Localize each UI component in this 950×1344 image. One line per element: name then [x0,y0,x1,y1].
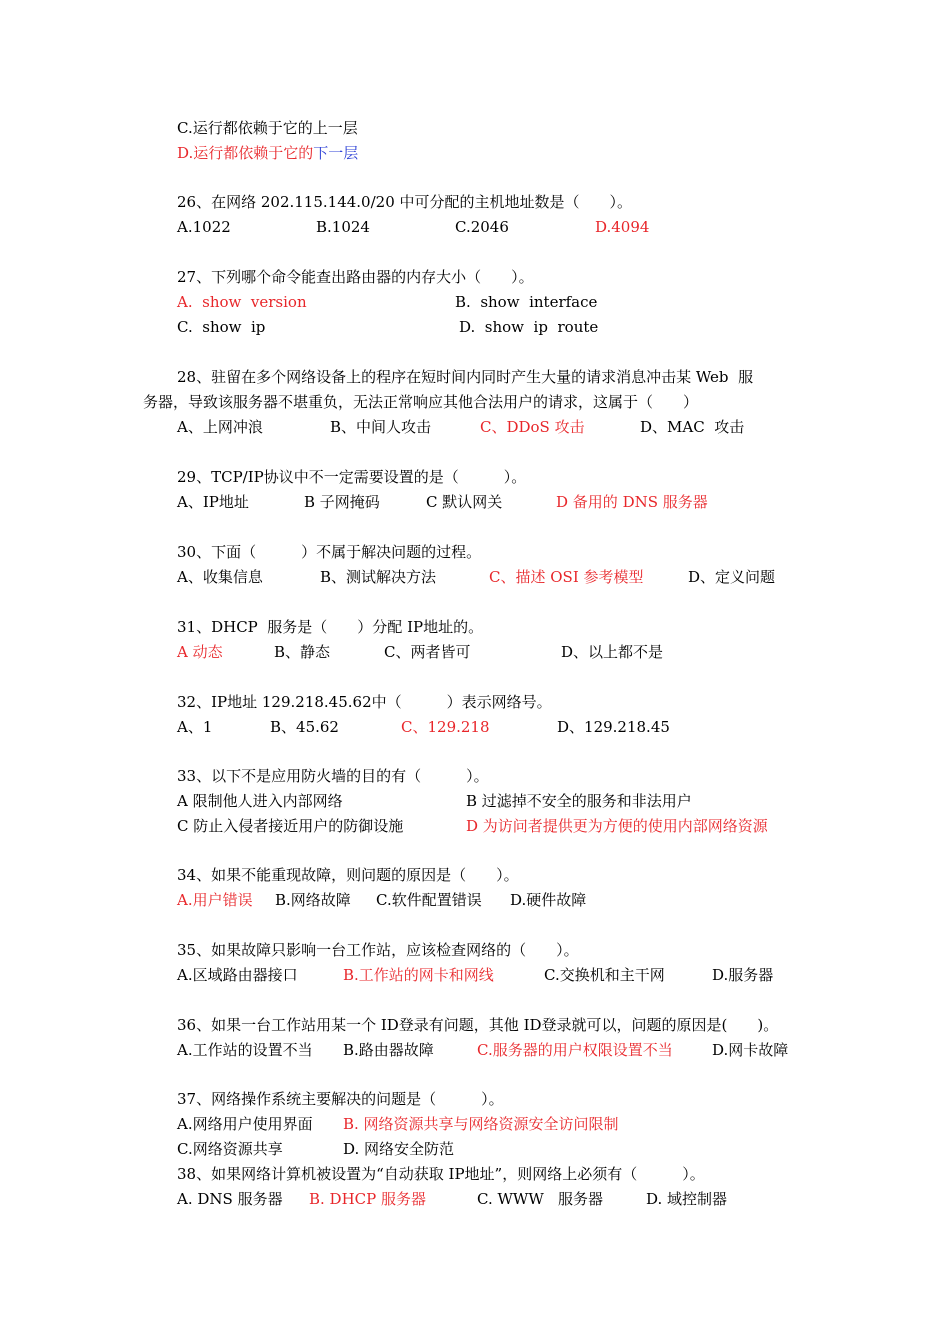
q28-option-d: D、MAC 攻击 [640,418,745,436]
q30-option-b: B、测试解决方法 [320,568,437,586]
q30-option-d: D、定义问题 [688,568,776,586]
q32-option-d: D、129.218.45 [557,718,670,736]
q34-option-c: C.软件配置错误 [376,891,482,909]
q26-option-d: D.4094 [595,218,650,236]
question-26: 26、在网络 202.115.144.0/20 中可分配的主机地址数是（ ）。 [177,193,633,211]
q37-option-a: A.网络用户使用界面 [177,1115,313,1133]
question-34: 34、如果不能重现故障，则问题的原因是（ ）。 [177,866,519,884]
q31-option-c: C、两者皆可 [384,643,471,661]
q36-option-b: B.路由器故障 [343,1041,434,1059]
question-33: 33、以下不是应用防火墙的目的有（ ）。 [177,767,489,785]
q38-option-a: A. DNS 服务器 [177,1190,283,1208]
q29-option-c: C 默认网关 [426,493,503,511]
question-38: 38、如果网络计算机被设置为“自动获取 IP地址”，则网络上必须有（ ）。 [177,1165,705,1183]
q36-option-a: A.工作站的设置不当 [177,1041,313,1059]
question-31: 31、DHCP 服务是（ ）分配 IP地址的。 [177,618,484,636]
q26-option-b: B.1024 [316,218,370,236]
q32-option-c: C、129.218 [401,718,490,736]
question-27: 27、下列哪个命令能查出路由器的内存大小（ ）。 [177,268,534,286]
q34-option-a: A.用户错误 [177,891,253,909]
q31-option-d: D、以上都不是 [561,643,664,661]
q38-option-b: B. DHCP 服务器 [309,1190,427,1208]
q31-option-b: B、静态 [274,643,331,661]
q38-option-c: C. WWW 服务器 [477,1190,604,1208]
q34-option-b: B.网络故障 [275,891,351,909]
q29-option-a: A、IP地址 [177,493,249,511]
q33-option-d: D 为访问者提供更为方便的使用内部网络资源 [466,817,768,835]
q32-option-a: A、1 [177,718,213,736]
question-32: 32、IP地址 129.218.45.62中（ ）表示网络号。 [177,693,552,711]
q27-option-b: B. show interface [455,293,598,311]
q33-option-c: C 防止入侵者接近用户的防御设施 [177,817,404,835]
q32-option-b: B、45.62 [270,718,339,736]
q27-option-a: A. show version [177,293,307,311]
prev-option-c: C.运行都依赖于它的上一层 [177,119,358,137]
q36-option-c: C.服务器的用户权限设置不当 [477,1041,673,1059]
q27-option-d: D. show ip route [459,318,599,336]
q38-option-d: D. 域控制器 [646,1190,728,1208]
prev-option-d-text: D.运行都依赖于它的 [177,144,314,162]
q37-option-c: C.网络资源共享 [177,1140,283,1158]
q29-option-b: B 子网掩码 [304,493,380,511]
q37-option-d: D. 网络安全防范 [343,1140,455,1158]
q28-option-c: C、DDoS 攻击 [480,418,585,436]
q35-option-d: D.服务器 [712,966,774,984]
q33-option-b: B 过滤掉不安全的服务和非法用户 [466,792,692,810]
question-28-line2: 务器，导致该服务器不堪重负，无法正常响应其他合法用户的请求，这属于（ ） [143,393,699,411]
q35-option-b: B.工作站的网卡和网线 [343,966,494,984]
prev-option-d [177,144,358,162]
q34-option-d: D.硬件故障 [510,891,587,909]
q37-option-b: B. 网络资源共享与网络资源安全访问限制 [343,1115,619,1133]
q30-option-a: A、收集信息 [177,568,263,586]
q26-option-c: C.2046 [455,218,509,236]
q31-option-a: A 动态 [177,643,223,661]
q30-option-c: C、描述 OSI 参考模型 [489,568,644,586]
q33-option-a: A 限制他人进入内部网络 [177,792,343,810]
q26-option-a: A.1022 [177,218,231,236]
prev-option-d-highlight: 下一层 [313,144,359,162]
question-36: 36、如果一台工作站用某一个 ID登录有问题，其他 ID登录就可以，问题的原因是( )。 [177,1016,779,1034]
question-37: 37、网络操作系统主要解决的问题是（ ）。 [177,1090,504,1108]
question-30: 30、下面（ ）不属于解决问题的过程。 [177,543,482,561]
q35-option-a: A.区域路由器接口 [177,966,298,984]
q35-option-c: C.交换机和主干网 [544,966,665,984]
question-35: 35、如果故障只影响一台工作站，应该检查网络的（ ）。 [177,941,579,959]
q29-option-d: D 备用的 DNS 服务器 [556,493,708,511]
q28-option-a: A、上网冲浪 [177,418,263,436]
q36-option-d: D.网卡故障 [712,1041,789,1059]
q27-option-c: C. show ip [177,318,266,336]
question-28-line1: 28、驻留在多个网络设备上的程序在短时间内同时产生大量的请求消息冲击某 Web 服 [177,368,754,386]
q28-option-b: B、中间人攻击 [330,418,432,436]
question-29: 29、TCP/IP协议中不一定需要设置的是（ ）。 [177,468,527,486]
